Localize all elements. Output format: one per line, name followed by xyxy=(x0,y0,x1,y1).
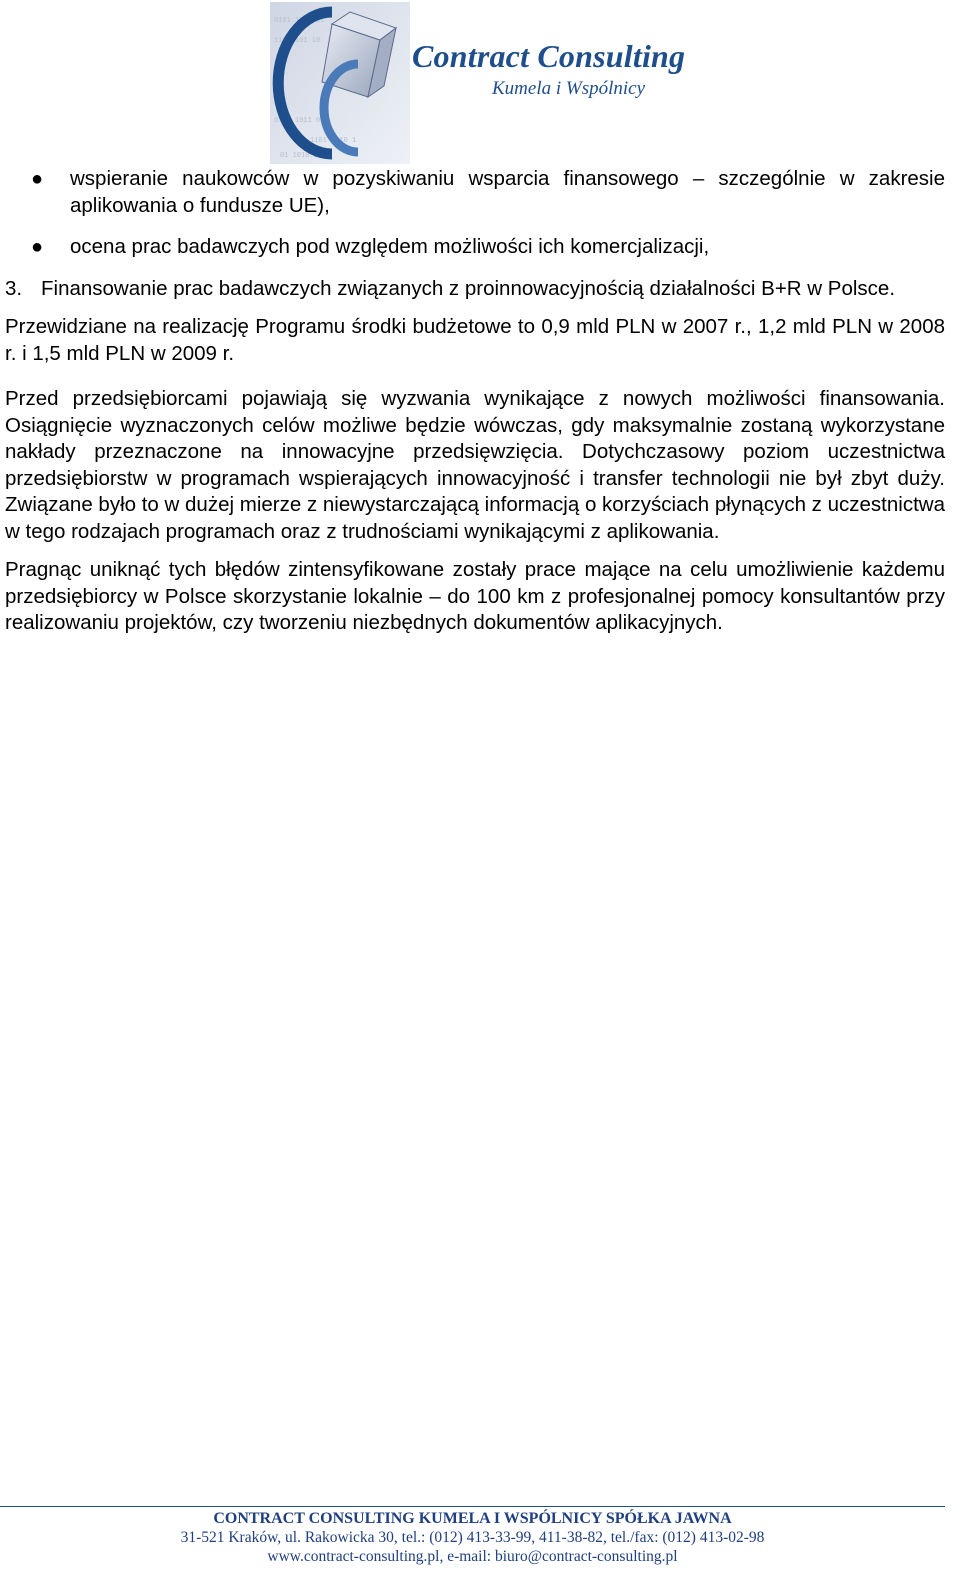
svg-text:0110 1011 0: 0110 1011 0 xyxy=(274,117,321,125)
logo-company-subtitle: Kumela i Wspólnicy xyxy=(492,78,646,99)
paragraph-consultants: Pragnąc uniknąć tych błędów zintensyfikowane zostały prace mające na celu umożliwienie każdemu przedsiębiorcy w Polsce skorzystanie lokalnie – do 100 km z profesjonalnej pomocy konsultantów przy realizowaniu projektów, czy tworzeniu niezbędnych dokumentów aplikacyjnych. xyxy=(5,558,945,634)
numbered-item-text: Finansowanie prac badawczych związanych z proinnowacyjnością działalności B+R w Polsce. xyxy=(41,276,896,300)
paragraph-challenges: Przed przedsiębiorcami pojawiają się wyzwania wynikające z nowych możliwości finansowania. Osiągnięcie wyznaczonych celów możliwe będzie wówczas, gdy maksymalnie zostaną wykorzystane nakłady przeznaczone na innowacyjne przedsięwzięcia. Dotychczasowy poziom uczestnictwa przedsiębiorstw w programach wspierających innowacyjność i transfer technologii nie był zbyt duży. Związane było to w dużej mierze z niewystarczającą informacją o korzyściach płynących z uczestnictwa w tego rodzajach programach oraz z trudnościami wynikającymi z aplikowania. xyxy=(5,387,945,543)
paragraph-budget: Przewidziane na realizację Programu środki budżetowe to 0,9 mld PLN w 2007 r., 1,2 mld PLN w 2008 r. i 1,5 mld PLN w 2009 r. xyxy=(5,315,945,365)
bullet-icon: ● xyxy=(31,168,44,190)
list-item xyxy=(5,166,945,219)
page-footer xyxy=(0,1509,945,1566)
svg-text:1101 0010 1: 1101 0010 1 xyxy=(310,137,357,145)
logo-company-name: Contract Consulting xyxy=(412,38,686,74)
footer-divider xyxy=(0,1506,945,1507)
svg-text:01 1010 110: 01 1010 110 xyxy=(280,152,327,160)
bullet-text: ocena prac badawczych pod względem możliwości ich komercjalizacji, xyxy=(70,235,710,258)
document-body xyxy=(5,166,945,637)
svg-text:110 0101 10: 110 0101 10 xyxy=(274,37,321,45)
cc-monogram-logo-icon xyxy=(270,2,410,164)
footer-company-name: CONTRACT CONSULTING KUMELA I WSPÓLNICY SPÓŁKA JAWNA xyxy=(213,1510,732,1527)
bullet-icon: ● xyxy=(31,236,44,258)
numbered-item xyxy=(5,276,945,303)
item-number: 3. xyxy=(5,276,23,300)
svg-text:0101 1001 01: 0101 1001 01 xyxy=(274,17,325,25)
list-item xyxy=(5,234,945,261)
company-logo xyxy=(270,2,690,164)
footer-address: 31-521 Kraków, ul. Rakowicka 30, tel.: (012) 413-33-99, 411-38-82, tel./fax: (012) 413-02-98 xyxy=(180,1529,765,1546)
bullet-text: wspieranie naukowców w pozyskiwaniu wsparcia finansowego – szczególnie w zakresie aplikowania o fundusze UE), xyxy=(70,167,945,217)
footer-contact: www.contract-consulting.pl, e-mail: biuro@contract-consulting.pl xyxy=(267,1548,678,1565)
